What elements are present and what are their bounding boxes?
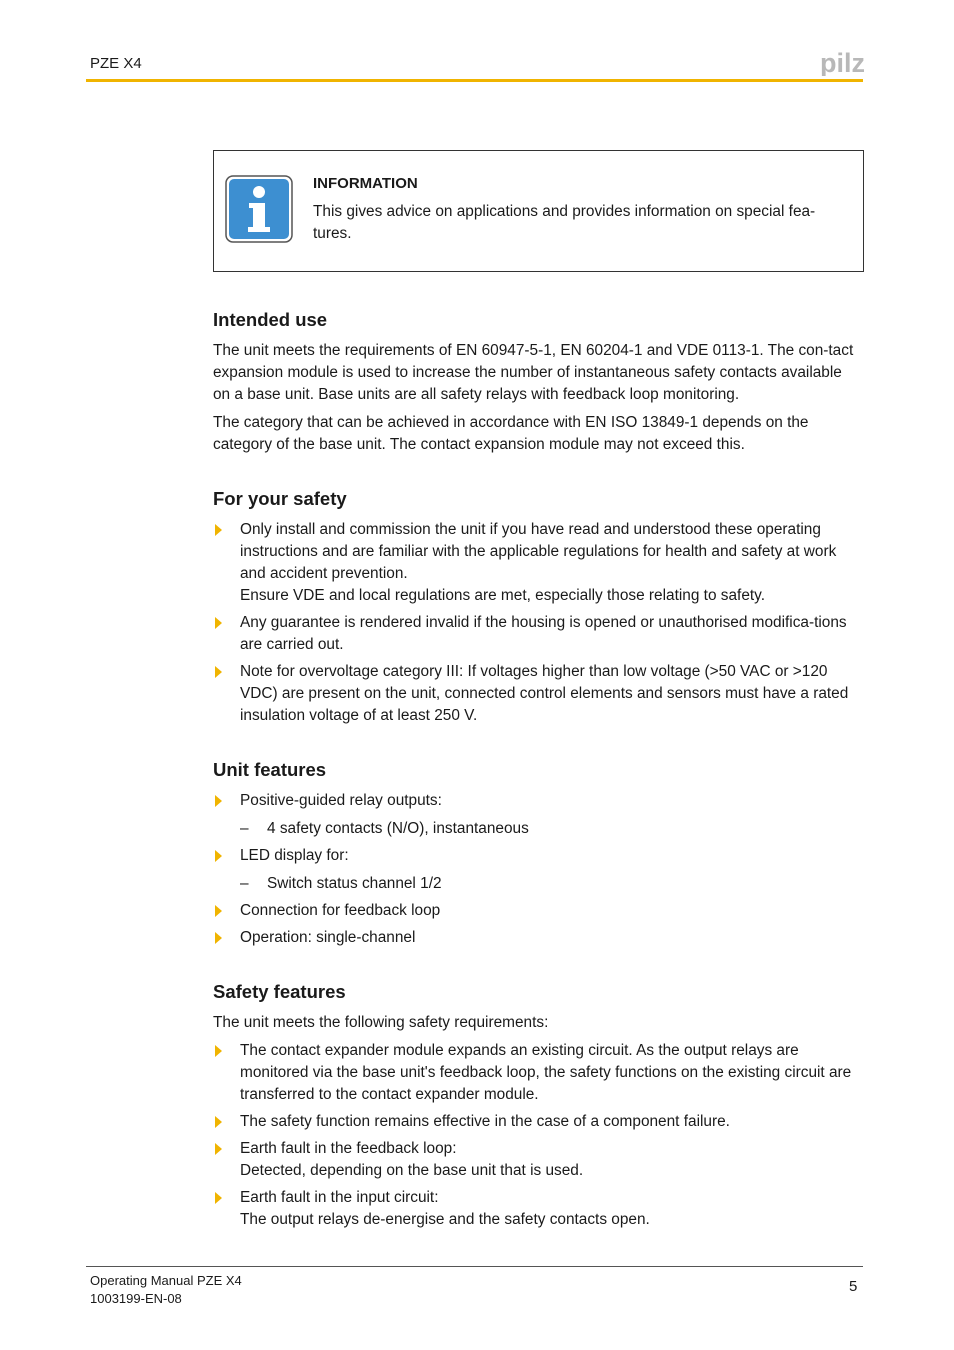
dash-marker: – <box>240 820 249 837</box>
arrow-bullet-icon <box>215 905 222 917</box>
arrow-bullet-icon <box>215 524 222 536</box>
section-unit-features <box>213 757 863 949</box>
heading-safety-features: Safety features <box>213 981 346 1002</box>
footer-manual-title: Operating Manual PZE X4 <box>90 1273 242 1288</box>
information-title: INFORMATION <box>313 175 418 192</box>
header-rule <box>86 79 863 82</box>
list-item: The safety function remains effective in the case of a component failure. <box>213 1111 863 1133</box>
sub-list-item: – Switch status channel 1/2 <box>213 873 863 895</box>
information-text: This gives advice on applications and provides information on special fea-tures. <box>313 203 816 242</box>
list-item: Only install and commission the unit if you have read and understood these operating instructions and are familiar with the applicable regulations for health and safety at work and accident prevention. Ensure VDE and local regulations are met, especially those relating to safety. <box>213 519 863 607</box>
heading-intended-use: Intended use <box>213 309 328 330</box>
list-item: Connection for feedback loop <box>213 900 863 922</box>
safety-list <box>213 519 863 727</box>
paragraph: The category that can be achieved in accordance with EN ISO 13849-1 depends on the category of the base unit. The contact expansion module may not exceed this. <box>213 414 809 453</box>
list-item: LED display for: <box>213 845 863 867</box>
section-for-your-safety <box>213 486 863 727</box>
paragraph: The unit meets the requirements of EN 60947-5-1, EN 60204-1 and VDE 0113-1. The con-tact expansion module is used to increase the number of instantaneous safety contacts available on a base unit. Base units are all safety relays with feedback loop monitoring. <box>213 342 854 403</box>
list-item: Earth fault in the feedback loop: Detected, depending on the base unit that is used. <box>213 1138 863 1182</box>
arrow-bullet-icon <box>215 1192 222 1204</box>
footer-rule <box>86 1266 863 1267</box>
header-title: PZE X4 <box>90 55 142 72</box>
sub-list-item: – 4 safety contacts (N/O), instantaneous <box>213 818 863 840</box>
footer-info <box>90 1272 242 1308</box>
list-item: Earth fault in the input circuit: The output relays de-energise and the safety contacts open. <box>213 1187 863 1231</box>
arrow-bullet-icon <box>215 1045 222 1057</box>
arrow-bullet-icon <box>215 795 222 807</box>
main-content <box>213 307 863 1261</box>
information-box <box>213 150 864 272</box>
list-item: The contact expander module expands an existing circuit. As the output relays are monitored via the base unit's feedback loop, the safety functions on the existing circuit are transferred to the contact expander module. <box>213 1040 863 1106</box>
section-safety-features <box>213 979 863 1231</box>
heading-for-your-safety: For your safety <box>213 488 347 509</box>
heading-unit-features: Unit features <box>213 759 327 780</box>
list-item: Any guarantee is rendered invalid if the housing is opened or unauthorised modifica-tions are carried out. <box>213 612 863 656</box>
arrow-bullet-icon <box>215 617 222 629</box>
svg-text:pilz: pilz <box>820 50 864 76</box>
arrow-bullet-icon <box>215 850 222 862</box>
unit-features-list <box>213 790 863 949</box>
arrow-bullet-icon <box>215 666 222 678</box>
paragraph: The unit meets the following safety requirements: <box>213 1014 549 1031</box>
list-item: Positive-guided relay outputs: <box>213 790 863 812</box>
information-icon <box>225 175 293 250</box>
section-intended-use <box>213 307 863 456</box>
list-item: Note for overvoltage category III: If voltages higher than low voltage (>50 VAC or >120 VDC) are present on the unit, connected control elements and sensors must have a rated insulation voltage of at least 250 V. <box>213 661 863 727</box>
page-number: 5 <box>849 1278 858 1295</box>
dash-marker: – <box>240 875 249 892</box>
arrow-bullet-icon <box>215 1116 222 1128</box>
arrow-bullet-icon <box>215 932 222 944</box>
list-item: Operation: single-channel <box>213 927 863 949</box>
arrow-bullet-icon <box>215 1143 222 1155</box>
safety-features-list <box>213 1040 863 1231</box>
footer-doc-number: 1003199-EN-08 <box>90 1291 182 1306</box>
